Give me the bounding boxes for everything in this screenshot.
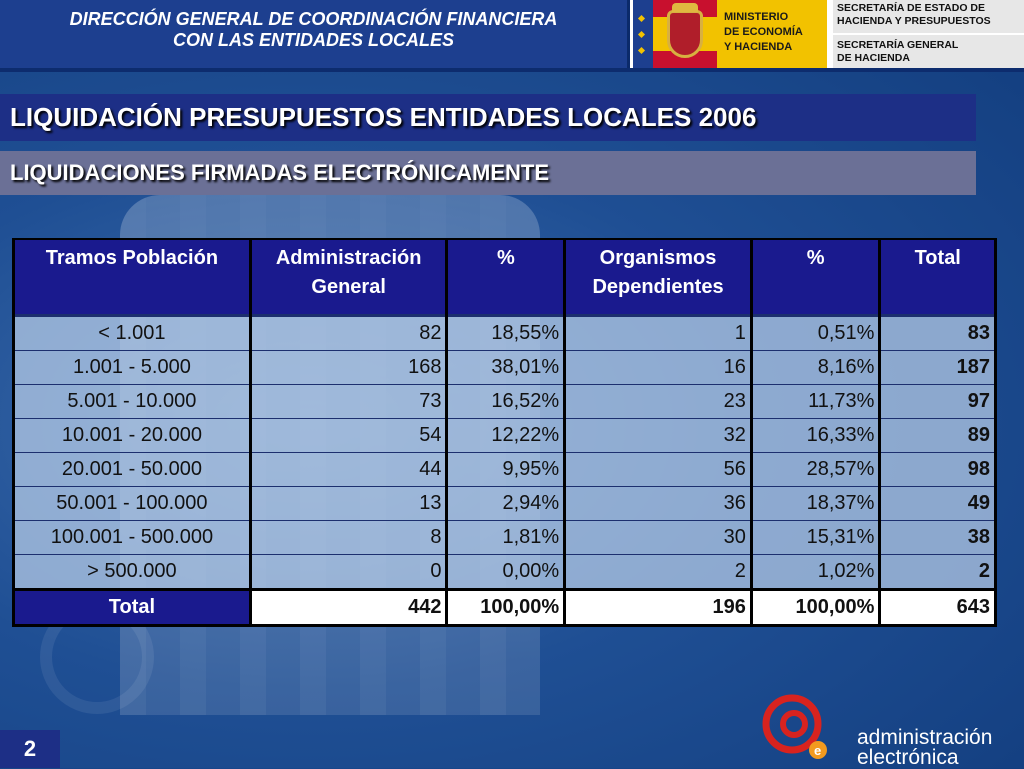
header-tramos: Tramos Población xyxy=(14,239,251,316)
cell-organismos: 16 xyxy=(565,351,752,385)
cell-tramo: 20.001 - 50.000 xyxy=(14,453,251,487)
cell-admin: 0 xyxy=(250,555,447,590)
table-row xyxy=(14,385,996,419)
header-total: Total xyxy=(880,239,996,316)
total-pct-admin: 100,00% xyxy=(447,590,565,626)
cell-pct-admin: 18,55% xyxy=(447,316,565,351)
eu-flag-icon xyxy=(633,0,653,68)
page-number: 2 xyxy=(0,730,60,768)
table-header-row xyxy=(14,239,996,316)
coat-of-arms-icon xyxy=(667,10,703,58)
cell-pct-organismos: 16,33% xyxy=(751,419,880,453)
sec2-line-2: DE HACIENDA xyxy=(837,52,910,64)
ministry-line-3: Y HACIENDA xyxy=(724,41,793,53)
cell-organismos: 30 xyxy=(565,521,752,555)
cell-admin: 73 xyxy=(250,385,447,419)
cell-pct-admin: 38,01% xyxy=(447,351,565,385)
ministry-line-2: DE ECONOMÍA xyxy=(724,26,803,38)
sec2-line-1: SECRETARÍA GENERAL xyxy=(837,39,959,51)
cell-organismos: 32 xyxy=(565,419,752,453)
cell-pct-admin: 12,22% xyxy=(447,419,565,453)
cell-total: 187 xyxy=(880,351,996,385)
total-organismos: 196 xyxy=(565,590,752,626)
cell-pct-organismos: 18,37% xyxy=(751,487,880,521)
secretaria-estado xyxy=(833,0,1024,33)
at-e-icon xyxy=(760,690,830,760)
header-pct-admin: % xyxy=(447,239,565,316)
table-row xyxy=(14,487,996,521)
cell-organismos: 56 xyxy=(565,453,752,487)
cell-pct-organismos: 28,57% xyxy=(751,453,880,487)
cell-pct-admin: 0,00% xyxy=(447,555,565,590)
cell-admin: 13 xyxy=(250,487,447,521)
table-total-row xyxy=(14,590,996,626)
cell-total: 89 xyxy=(880,419,996,453)
cell-admin: 54 xyxy=(250,419,447,453)
cell-tramo: 10.001 - 20.000 xyxy=(14,419,251,453)
cell-total: 49 xyxy=(880,487,996,521)
cell-total: 38 xyxy=(880,521,996,555)
cell-total: 98 xyxy=(880,453,996,487)
ministry-name xyxy=(717,0,827,68)
cell-total: 97 xyxy=(880,385,996,419)
cell-admin: 44 xyxy=(250,453,447,487)
page-subtitle: LIQUIDACIONES FIRMADAS ELECTRÓNICAMENTE xyxy=(0,151,976,195)
table-row xyxy=(14,521,996,555)
logo-line-2: electrónica xyxy=(857,746,959,769)
org-line-1: DIRECCIÓN GENERAL DE COORDINACIÓN FINANCIERA xyxy=(69,9,558,29)
table-row xyxy=(14,453,996,487)
eu-star-icon xyxy=(638,31,645,38)
cell-admin: 8 xyxy=(250,521,447,555)
cell-pct-organismos: 11,73% xyxy=(751,385,880,419)
cell-pct-organismos: 8,16% xyxy=(751,351,880,385)
ministry-line-1: MINISTERIO xyxy=(724,11,789,23)
cell-organismos: 23 xyxy=(565,385,752,419)
cell-total: 83 xyxy=(880,316,996,351)
cell-pct-admin: 9,95% xyxy=(447,453,565,487)
header-organismos: Organismos Dependientes xyxy=(565,239,752,316)
cell-organismos: 2 xyxy=(565,555,752,590)
header-admin-general: Administración General xyxy=(250,239,447,316)
cell-tramo: 50.001 - 100.000 xyxy=(14,487,251,521)
total-total: 643 xyxy=(880,590,996,626)
crown-icon xyxy=(672,3,698,12)
admin-electronica-logo-text xyxy=(857,728,992,768)
total-label: Total xyxy=(14,590,251,626)
table-row xyxy=(14,316,996,351)
header-pct-organismos: % xyxy=(751,239,880,316)
cell-pct-organismos: 15,31% xyxy=(751,521,880,555)
organization-name xyxy=(0,0,630,68)
eu-star-icon xyxy=(638,15,645,22)
page-title: LIQUIDACIÓN PRESUPUESTOS ENTIDADES LOCALES 2006 xyxy=(0,94,976,141)
org-line-2: CON LAS ENTIDADES LOCALES xyxy=(172,30,454,50)
cell-pct-organismos: 1,02% xyxy=(751,555,880,590)
svg-text:e: e xyxy=(814,743,822,758)
cell-tramo: 5.001 - 10.000 xyxy=(14,385,251,419)
cell-tramo: < 1.001 xyxy=(14,316,251,351)
cell-pct-admin: 16,52% xyxy=(447,385,565,419)
cell-organismos: 1 xyxy=(565,316,752,351)
total-admin: 442 xyxy=(250,590,447,626)
total-pct-organismos: 100,00% xyxy=(751,590,880,626)
cell-admin: 168 xyxy=(250,351,447,385)
secretaria-general xyxy=(833,35,1024,68)
cell-pct-admin: 1,81% xyxy=(447,521,565,555)
header xyxy=(0,0,1024,70)
header-divider xyxy=(0,68,1024,72)
logo-line-1: administración xyxy=(857,726,993,749)
spain-flag-icon xyxy=(653,0,717,68)
eu-star-icon xyxy=(638,47,645,54)
cell-pct-organismos: 0,51% xyxy=(751,316,880,351)
cell-tramo: 1.001 - 5.000 xyxy=(14,351,251,385)
cell-pct-admin: 2,94% xyxy=(447,487,565,521)
liquidaciones-table xyxy=(12,238,997,627)
cell-tramo: > 500.000 xyxy=(14,555,251,590)
table-row xyxy=(14,351,996,385)
table-row xyxy=(14,555,996,590)
cell-admin: 82 xyxy=(250,316,447,351)
sec1-line-1: SECRETARÍA DE ESTADO DE xyxy=(837,2,985,14)
table-row xyxy=(14,419,996,453)
cell-organismos: 36 xyxy=(565,487,752,521)
sec1-line-2: HACIENDA Y PRESUPUESTOS xyxy=(837,15,991,27)
cell-total: 2 xyxy=(880,555,996,590)
cell-tramo: 100.001 - 500.000 xyxy=(14,521,251,555)
